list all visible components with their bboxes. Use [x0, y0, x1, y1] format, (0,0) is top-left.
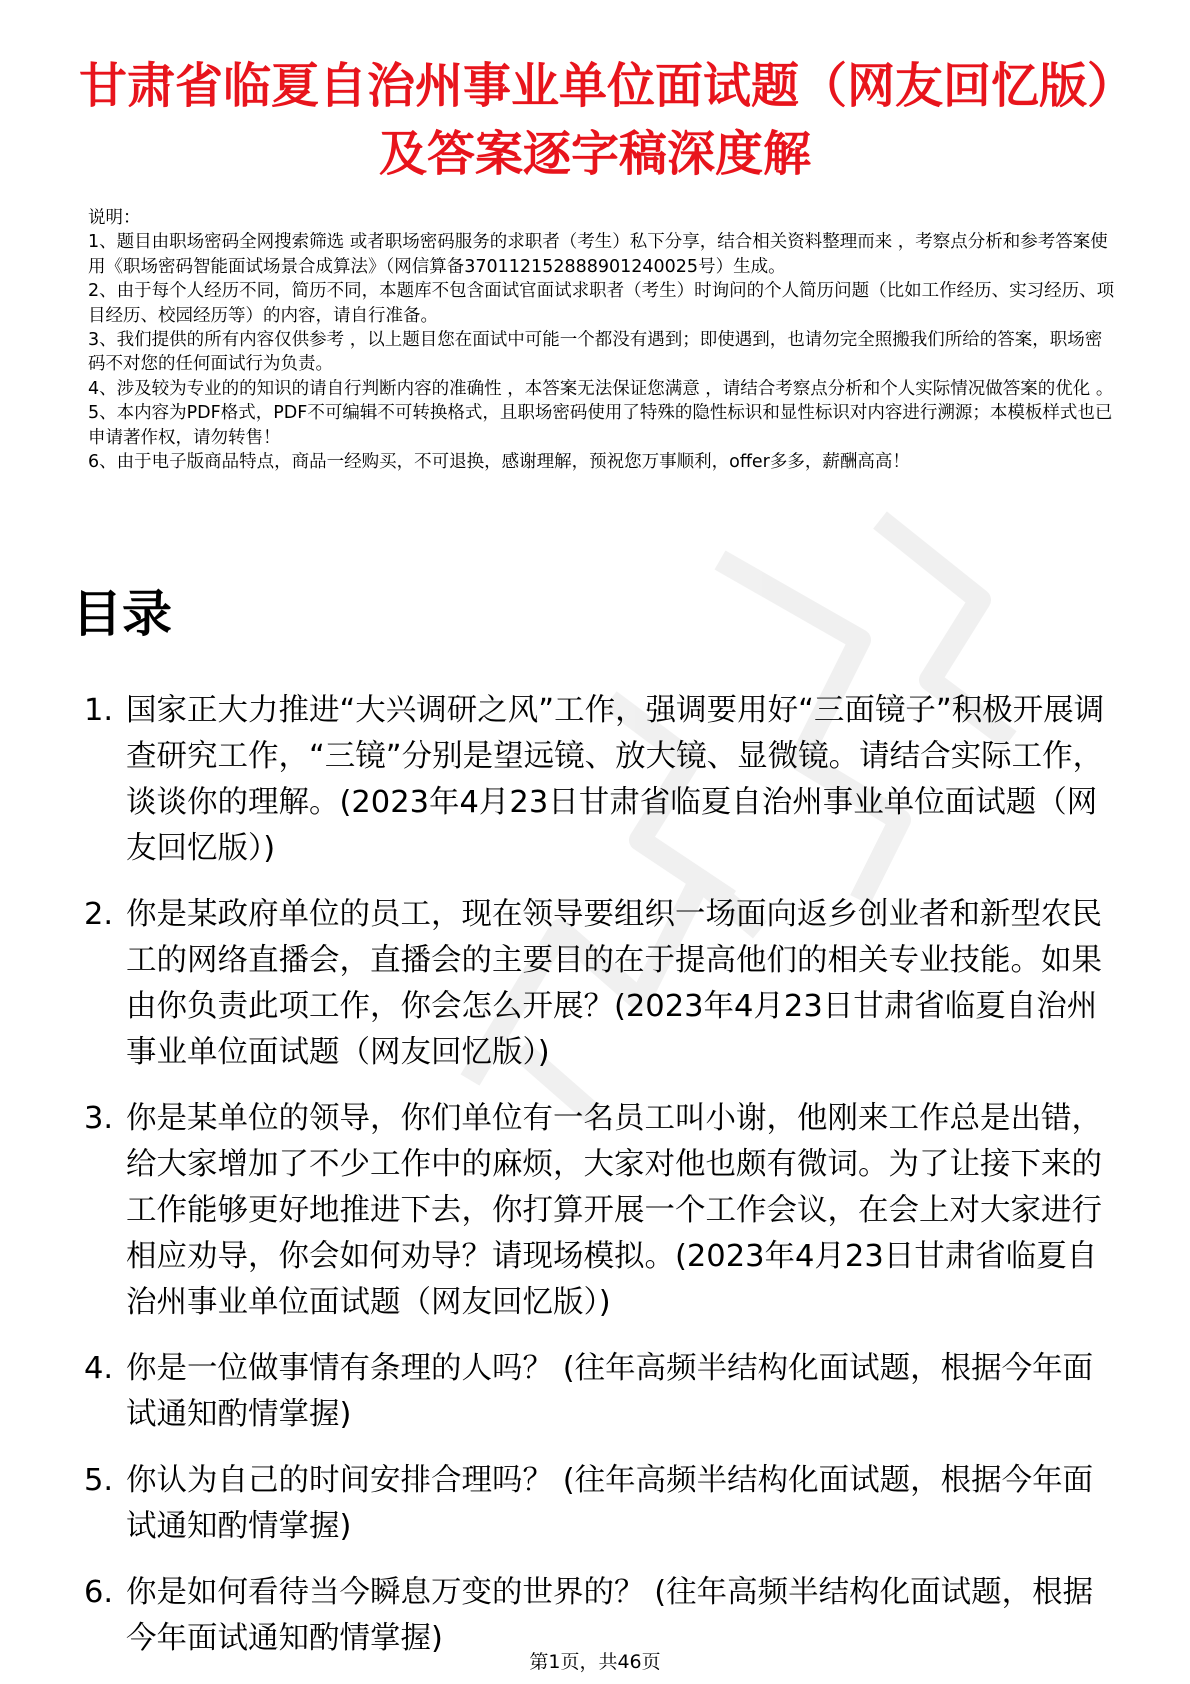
toc-item-text: 你是一位做事情有条理的人吗？ (往年高频半结构化面试题，根据今年面试通知酌情掌握): [126, 1351, 1094, 1432]
page-footer: 第1页，共46页: [529, 1651, 661, 1673]
notes-section: [88, 206, 1118, 474]
toc-item[interactable]: [0, 1346, 1116, 1438]
toc-item-number: 2.: [84, 897, 114, 932]
toc-item-number: 5.: [84, 1463, 114, 1498]
toc-item-number: 1.: [84, 693, 114, 728]
notes-item: 6、由于电子版商品特点，商品一经购买，不可退换，感谢理解，预祝您万事顺利，offer多多，薪酬高高！: [88, 452, 910, 473]
toc-item-text: 你是某政府单位的员工，现在领导要组织一场面向返乡创业者和新型农民工的网络直播会，直播会的主要目的在于提高他们的相关专业技能。如果由你负责此项工作，你会怎么开展？(2023年4月23日甘肃省临夏自治州事业单位面试题（网友回忆版）): [126, 897, 1102, 1070]
notes-item: 2、由于每个人经历不同，简历不同，本题库不包含面试官面试求职者（考生）时询问的个人简历问题（比如工作经历、实习经历、项目经历、校园经历等）的内容，请自行准备。: [88, 281, 1115, 326]
toc-item-text: 你是如何看待当今瞬息万变的世界的？ (往年高频半结构化面试题，根据今年面试通知酌情掌握): [126, 1575, 1094, 1656]
toc-item[interactable]: [0, 688, 1116, 872]
notes-heading: 说明：: [88, 208, 141, 228]
toc-item-number: 4.: [84, 1351, 114, 1386]
toc-item-text: 你是某单位的领导，你们单位有一名员工叫小谢，他刚来工作总是出错，给大家增加了不少工作中的麻烦，大家对他也颇有微词。为了让接下来的工作能够更好地推进下去，你打算开展一个工作会议，在会上对大家进行相应劝导，你会如何劝导？请现场模拟。(2023年4月23日甘肃省临夏自治州事业单位面试题（网友回忆版）): [126, 1101, 1102, 1320]
notes-item: 4、涉及较为专业的的知识的请自行判断内容的准确性 ，本答案无法保证您满意 ，请结合考察点分析和个人实际情况做答案的优化 。: [88, 378, 1114, 399]
notes-item: 3、我们提供的所有内容仅供参考 ，以上题目您在面试中可能一个都没有遇到；即使遇到，也请勿完全照搬我们所给的答案，职场密码不对您的任何面试行为负责。: [88, 330, 1103, 375]
toc-list: [0, 688, 1190, 1682]
toc-item-text: 国家正大力推进“大兴调研之风”工作，强调要用好“三面镜子”积极开展调查研究工作，“三镜”分别是望远镜、放大镜、显微镜。请结合实际工作，谈谈你的理解。(2023年4月23日甘肃省临夏自治州事业单位面试题（网友回忆版）): [126, 693, 1105, 866]
notes-item: 1、题目由职场密码全网搜索筛选 或者职场密码服务的求职者（考生）私下分享，结合相关资料整理而来 ，考察点分析和参考答案使用《职场密码智能面试场景合成算法》（网信算备370112152888901240025号）生成。: [88, 232, 1108, 277]
toc-item[interactable]: [0, 1096, 1116, 1326]
toc-item[interactable]: [0, 1570, 1116, 1662]
toc-item[interactable]: [0, 1458, 1116, 1550]
toc-item-number: 3.: [84, 1101, 114, 1136]
document-title: 甘肃省临夏自治州事业单位面试题（网友回忆版）及答案逐字稿深度解: [78, 58, 1111, 182]
toc-heading: 目录: [72, 585, 172, 643]
toc-item-number: 6.: [84, 1575, 114, 1610]
toc-item-text: 你认为自己的时间安排合理吗？ (往年高频半结构化面试题，根据今年面试通知酌情掌握): [126, 1463, 1094, 1544]
toc-item[interactable]: [0, 892, 1116, 1076]
notes-item: 5、本内容为PDF格式，PDF不可编辑不可转换格式，且职场密码使用了特殊的隐性标识和显性标识对内容进行溯源；本模板样式也已申请著作权，请勿转售！: [88, 403, 1113, 448]
